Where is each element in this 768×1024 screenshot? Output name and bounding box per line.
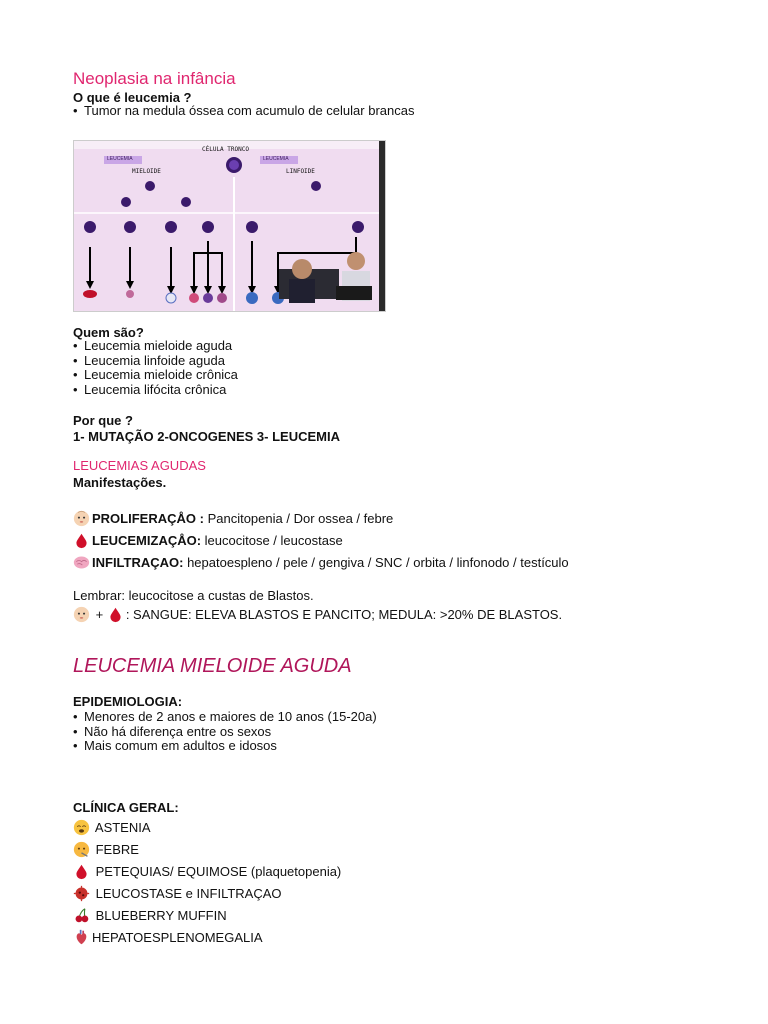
manifestation-row (73, 554, 569, 571)
figure-right-tag: LEUCEMIA (263, 156, 289, 162)
clin-text: FEBRE (92, 842, 139, 857)
porque-line: 1- MUTAÇÃO 2-ONCOGENES 3- LEUCEMIA (73, 429, 340, 444)
hematopoiesis-diagram (74, 141, 385, 311)
baby-face-icon (73, 510, 90, 527)
clin-text: BLUEBERRY MUFFIN (92, 908, 227, 923)
clin-row (73, 929, 263, 946)
manifestation-text: Pancitopenia / Dor ossea / febre (203, 511, 394, 526)
hematopoiesis-figure (73, 140, 386, 312)
epi-bullets (73, 710, 377, 754)
plus-sign: + (92, 607, 107, 622)
list-item: • Não há diferença entre os sexos (73, 725, 377, 740)
lma-heading: LEUCEMIA MIELOIDE AGUDA (73, 655, 352, 677)
manifestation-row (73, 532, 343, 549)
epi-heading: EPIDEMIOLOGIA: (73, 694, 183, 709)
blood-drop-icon (73, 532, 90, 549)
clin-text: ASTENIA (92, 820, 151, 835)
quem-heading: Quem são? (73, 325, 144, 340)
list-item: • Leucemia lifócita crônica (73, 383, 238, 398)
figure-top-label: CÉLULA TRONCO (202, 146, 249, 153)
manifestation-text: leucocitose / leucostase (201, 533, 343, 548)
sangue-text: : SANGUE: ELEVA BLASTOS E PANCITO; MEDULA: >20% DE BLASTOS. (125, 607, 563, 622)
blood-drop-icon (73, 863, 90, 880)
quem-bullets (73, 339, 238, 397)
agudas-heading: LEUCEMIAS AGUDAS (73, 458, 206, 473)
list-item: • Leucemia mieloide aguda (73, 339, 238, 354)
figure-left-tag: LEUCEMIA (107, 156, 133, 162)
manifestation-label: LEUCEMIZAÇÅO: (92, 533, 202, 548)
manifestation-label: INFILTRAÇAO: (92, 555, 184, 570)
list-item: • Mais comum em adultos e idosos (73, 739, 377, 754)
sangue-row (73, 606, 562, 623)
feverish-face-icon (73, 841, 90, 858)
tired-face-icon (73, 819, 90, 836)
manifestation-text: hepatoespleno / pele / gengiva / SNC / orbita / linfonodo / testículo (183, 555, 569, 570)
manifestation-row (73, 510, 393, 527)
clin-text: HEPATOESPLENOMEGALIA (92, 930, 263, 945)
porque-heading: Por que ? (73, 413, 133, 428)
figure-right-title: LINFOIDE (286, 168, 315, 175)
clin-row (73, 907, 227, 924)
agudas-sub: Manifestações. (73, 475, 167, 490)
blood-drop-icon (107, 606, 124, 623)
clin-text: LEUCOSTASE e INFILTRAÇAO (92, 886, 282, 901)
lembrar-text: Lembrar: leucocitose a custas de Blastos. (73, 588, 314, 603)
question-heading: O que é leucemia ? (73, 90, 192, 105)
clin-row (73, 841, 139, 858)
anatomical-heart-icon (73, 929, 90, 946)
page-title: Neoplasia na infância (73, 69, 236, 88)
clin-text: PETEQUIAS/ EQUIMOSE (plaquetopenia) (92, 864, 342, 879)
list-item: • Tumor na medula óssea com acumulo de celular brancas (73, 104, 414, 119)
cherries-icon (73, 907, 90, 924)
question-bullets (73, 104, 414, 119)
brain-icon (73, 554, 90, 571)
baby-face-icon (73, 606, 90, 623)
microbe-icon (73, 885, 90, 902)
clin-row (73, 885, 282, 902)
clin-row (73, 863, 341, 880)
list-item: • Leucemia linfoide aguda (73, 354, 238, 369)
clin-heading: CLÍNICA GERAL: (73, 800, 179, 815)
list-item: • Leucemia mieloide crônica (73, 368, 238, 383)
list-item: • Menores de 2 anos e maiores de 10 anos (15-20a) (73, 710, 377, 725)
clin-row (73, 819, 151, 836)
manifestation-label: PROLIFERAÇÅO : (92, 511, 204, 526)
figure-left-title: MIELOIDE (132, 168, 161, 175)
